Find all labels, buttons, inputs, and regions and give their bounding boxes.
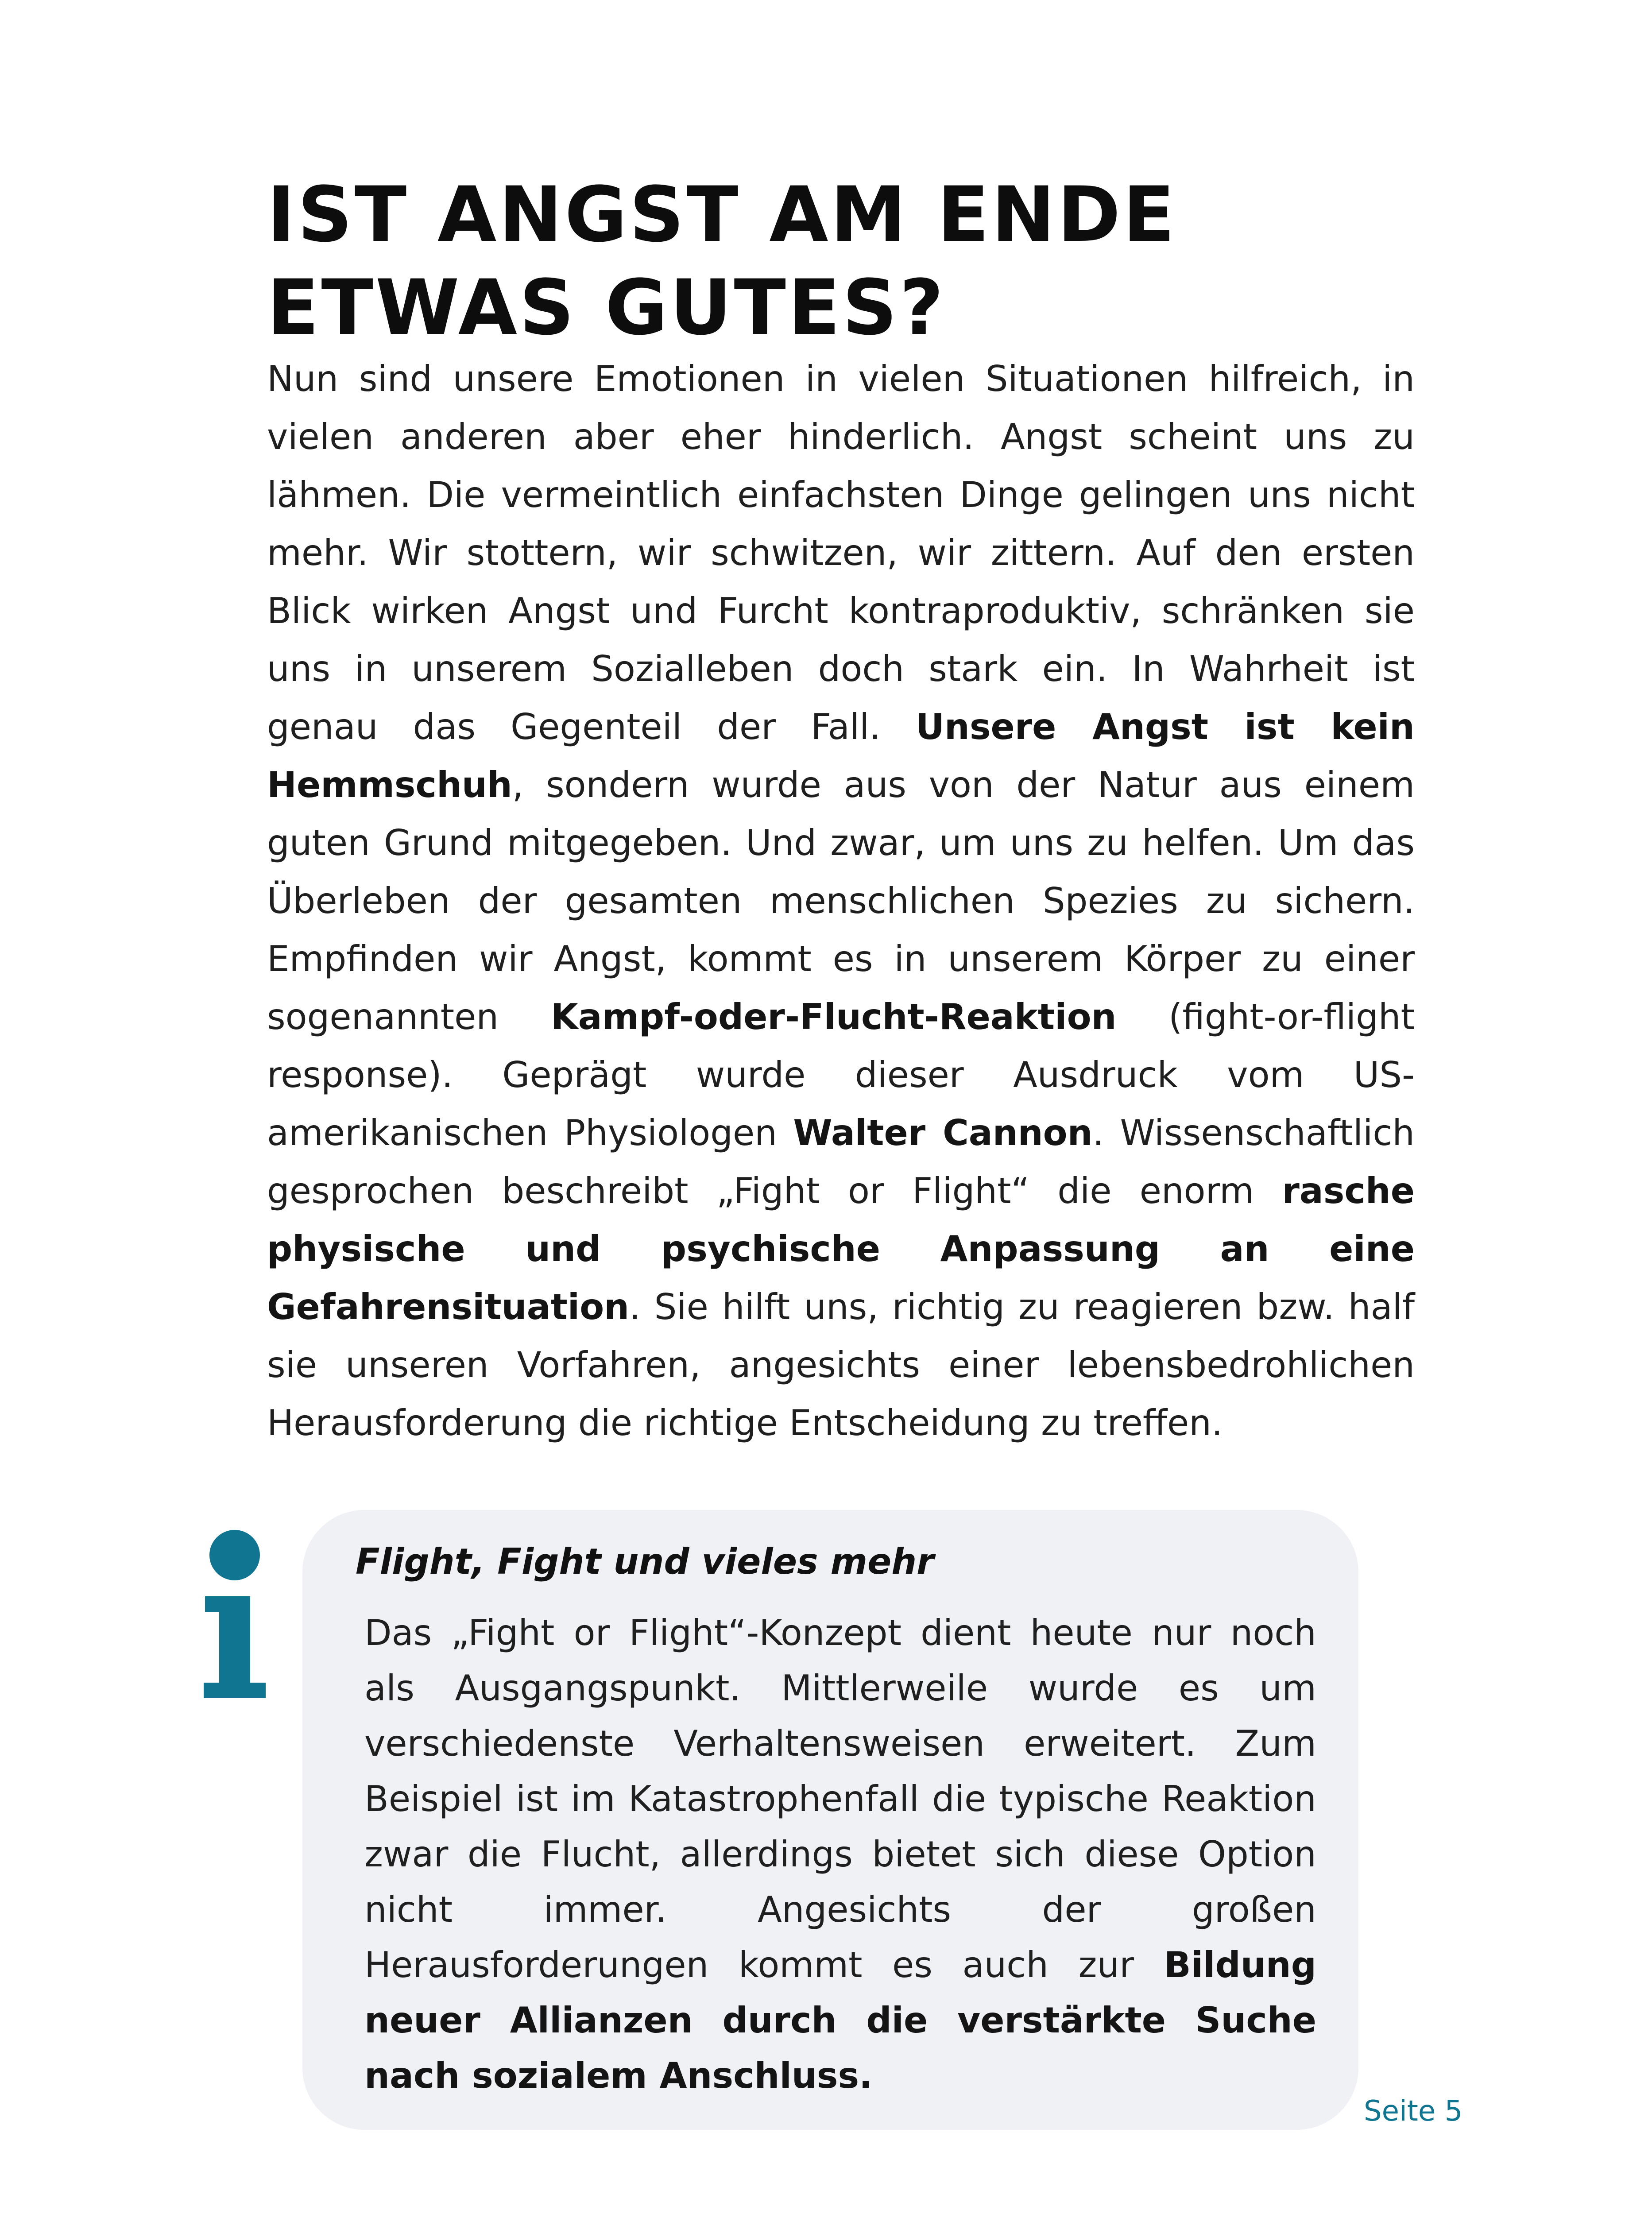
- body-text-4: . Wissenschaftlich gesprochen beschreibt „Fight or Flight“ die enorm: [267, 1112, 1415, 1212]
- body-bold-4: rasche physische und psychische Anpassung an eine Gefahrensituation: [267, 1170, 1415, 1328]
- info-box: [302, 1510, 1358, 2130]
- page-title-line-1: IST ANGST AM ENDE: [267, 170, 1177, 259]
- page-title: [267, 168, 1418, 354]
- body-paragraph: [267, 350, 1415, 1452]
- page-number: Seite 5: [1364, 2095, 1463, 2128]
- info-icon: [201, 1530, 268, 1698]
- body-bold-3: Walter Cannon: [793, 1112, 1093, 1153]
- body-bold-2: Kampf-oder-Flucht-Reaktion: [550, 996, 1117, 1037]
- body-text-2: , sondern wurde aus von der Natur aus einem guten Grund mitgegeben. Und zwar, um uns zu helfen. Um das Überleben der gesamten menschlichen Spezies zu sichern. Empfinden wir Angst, kommt es in unserem Körper zu einer sogenannten: [267, 764, 1415, 1037]
- body-bold-1: Unsere Angst ist kein Hemmschuh: [267, 706, 1415, 805]
- info-box-text: [364, 1605, 1316, 2103]
- info-text-1: Das „Fight or Flight“-Konzept dient heute nur noch als Ausgangspunkt. Mittlerweile wurde es um verschiedenste Verhaltensweisen erweitert. Zum Beispiel ist im Katastrophenfall die typische Reaktion zwar die Flucht, allerdings bietet sich diese Option nicht immer. Angesichts der großen Herausforderungen kommt es auch zur: [364, 1612, 1316, 1986]
- page-title-line-2: ETWAS GUTES?: [267, 263, 946, 352]
- body-text-3: (fight-or-flight response). Geprägt wurde dieser Ausdruck vom US-amerikanischen Physiologen: [267, 996, 1415, 1153]
- info-bold-1: Bildung neuer Allianzen durch die verstärkte Suche nach sozialem Anschluss.: [364, 1944, 1316, 2096]
- info-box-title: Flight, Fight und vieles mehr: [356, 1541, 934, 1582]
- body-text-5: . Sie hilft uns, richtig zu reagieren bzw. half sie unseren Vorfahren, angesichts einer lebensbedrohlichen Herausforderung die richtige Entscheidung zu treffen.: [267, 1286, 1415, 1444]
- body-text-1: Nun sind unsere Emotionen in vielen Situationen hilfreich, in vielen anderen aber eher hinderlich. Angst scheint uns zu lähmen. Die vermeintlich einfachsten Dinge gelingen uns nicht mehr. Wir stottern, wir schwitzen, wir zittern. Auf den ersten Blick wirken Angst und Furcht kontraproduktiv, schränken sie uns in unserem Sozialleben doch stark ein. In Wahrheit ist genau das Gegenteil der Fall.: [267, 358, 1415, 747]
